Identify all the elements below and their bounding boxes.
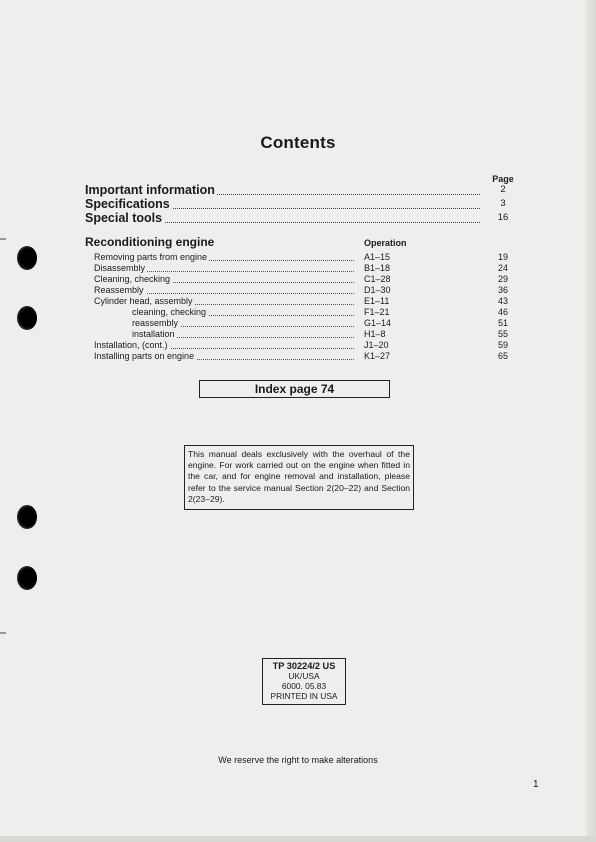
toc-subentry[interactable] xyxy=(132,307,516,318)
toc-entry-specifications[interactable] xyxy=(85,197,516,211)
page-title: Contents xyxy=(260,133,336,152)
punch-hole xyxy=(17,566,37,590)
publication-printed: PRINTED IN USA xyxy=(270,691,338,701)
punch-hole xyxy=(17,246,37,270)
toc-subentry-label: reassembly xyxy=(132,318,179,328)
toc-subentry-label: Removing parts from engine xyxy=(94,252,208,262)
toc-subentry-label: Installing parts on engine xyxy=(94,351,195,361)
toc-subentry-label: Cleaning, checking xyxy=(94,274,171,284)
toc-subentry[interactable] xyxy=(132,318,516,329)
publication-region: UK/USA xyxy=(288,671,320,681)
toc-subentry-page: 43 xyxy=(497,296,508,306)
edge-tick xyxy=(0,238,6,240)
toc-subentry[interactable] xyxy=(94,340,516,351)
page-bottom-edge xyxy=(0,836,596,842)
toc-entry-page: 16 xyxy=(497,212,509,223)
publication-number: TP 30224/2 US xyxy=(272,661,336,671)
toc-subentry[interactable] xyxy=(94,285,516,296)
toc-entry-special-tools[interactable] xyxy=(85,211,516,225)
toc-subentry-operation: F1–21 xyxy=(364,307,390,317)
index-page-box[interactable]: Index page 74 xyxy=(199,380,390,398)
toc-subentry-page: 19 xyxy=(497,252,508,262)
toc-subentry[interactable] xyxy=(94,263,516,274)
toc-entry-label: Special tools xyxy=(85,211,163,225)
toc-subentry-operation: J1–20 xyxy=(364,340,389,350)
toc-entry-label: Specifications xyxy=(85,197,170,211)
toc-entry-page: 2 xyxy=(500,184,506,195)
toc-subentry-page: 29 xyxy=(497,274,508,284)
edge-tick xyxy=(0,632,6,634)
toc-subentry[interactable] xyxy=(94,274,516,285)
toc-subentry-label: Cylinder head, assembly xyxy=(94,296,193,306)
punch-hole xyxy=(17,505,37,529)
toc-subentry-page: 55 xyxy=(497,329,508,339)
toc-subentry-page: 36 xyxy=(497,285,508,295)
toc-entry-label: Important information xyxy=(85,183,215,197)
toc-entry-important-information[interactable] xyxy=(85,183,516,197)
toc-subentry-page: 46 xyxy=(497,307,508,317)
page-edge xyxy=(586,0,596,842)
reserve-notice: We reserve the right to make alterations xyxy=(218,755,378,765)
operation-column-header: Operation xyxy=(364,238,407,248)
toc-subentry-page: 24 xyxy=(497,263,508,273)
page-number: 1 xyxy=(533,779,539,790)
toc-subentry-page: 59 xyxy=(497,340,508,350)
toc-subentry-operation: D1–30 xyxy=(364,285,391,295)
section-heading-reconditioning: Reconditioning engine xyxy=(85,235,215,249)
punch-hole xyxy=(17,306,37,330)
publication-code: 6000. 05.83 xyxy=(281,681,327,691)
manual-scope-note: This manual deals exclusively with the overhaul of the engine. For work carried out on the engine when fitted in the car, and for engine removal and installation, please refer to the service manual Section 2(20–22) and Section 2(23–29). xyxy=(184,445,414,510)
toc-subentry-label: cleaning, checking xyxy=(132,307,207,317)
toc-subentry-label: Reassembly xyxy=(94,285,144,295)
toc-subentry[interactable] xyxy=(94,296,516,307)
toc-subentry-label: Disassembly xyxy=(94,263,146,273)
toc-subentry-page: 51 xyxy=(497,318,508,328)
toc-subentry-operation: G1–14 xyxy=(364,318,392,328)
page-column-header: Page xyxy=(492,174,514,184)
toc-subentry-operation: A1–15 xyxy=(364,252,391,262)
toc-subentry[interactable] xyxy=(94,252,516,263)
toc-subentry-operation: K1–27 xyxy=(364,351,391,361)
toc-subentry-label: installation xyxy=(132,329,175,339)
toc-subentry-operation: H1–8 xyxy=(364,329,386,339)
publication-info-box xyxy=(262,658,346,705)
toc-subentry-page: 65 xyxy=(497,351,508,361)
toc-subentry-label: Installation, (cont.) xyxy=(94,340,168,350)
toc-subentry-operation: B1–18 xyxy=(364,263,391,273)
toc-subentry[interactable] xyxy=(94,351,516,362)
toc-subentry[interactable] xyxy=(132,329,516,340)
toc-subentry-operation: C1–28 xyxy=(364,274,391,284)
toc-subentry-operation: E1–11 xyxy=(364,296,390,306)
toc-entry-page: 3 xyxy=(500,198,506,209)
